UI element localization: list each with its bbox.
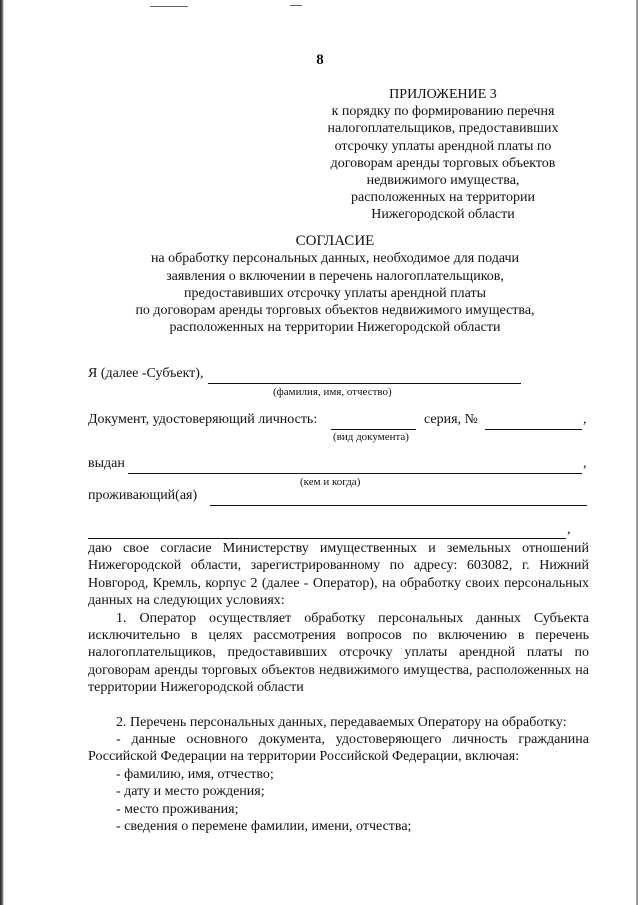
appendix-line: Нижегородской области — [371, 207, 515, 223]
appendix-line: налогоплательщиков, предоставивших — [327, 121, 559, 137]
page-number: 8 — [316, 52, 324, 68]
appendix-line: к порядку по формированию перечня — [331, 104, 555, 120]
comma-mark: , — [583, 456, 587, 471]
consent-intro: даю свое согласие Министерству имущественных и земельных отношений Нижегородской области, зарегистрированному по адресу: 603082, г. Нижний Новгород, Кремль, корпус 2 (далее - Оператор), на обработку своих персональных данных на следующих условиях: — [88, 541, 589, 609]
list-item: - дату и место рождения; — [116, 784, 265, 800]
consent-item-2: 2. Перечень персональных данных, передаваемых Оператору на обработку: — [116, 714, 567, 730]
consent-line: расположенных на территории Нижегородской области — [169, 320, 501, 336]
series-label: серия, № — [424, 412, 478, 427]
residing-address-field[interactable] — [210, 490, 587, 506]
series-number-field[interactable] — [485, 414, 582, 430]
appendix-line: недвижимого имущества, — [366, 173, 520, 189]
appendix-title: ПРИЛОЖЕНИЕ 3 — [389, 87, 497, 102]
comma-mark: , — [567, 522, 571, 537]
subject-label: Я (далее -Субъект), — [88, 366, 204, 381]
consent-heading — [80, 233, 590, 337]
appendix-line: договорам аренды торговых объектов — [330, 155, 556, 171]
appendix-header — [318, 86, 568, 224]
consent-item-2-sub: - данные основного документа, удостоверяющего личность гражданина Российской Федерации на территории Российской Федерации, включая: — [88, 732, 589, 765]
issued-hint: (кем и когда) — [300, 476, 361, 488]
consent-item-1: 1. Оператор осуществляет обработку персональных данных Субъекта исключительно в целях рассмотрения вопросов по включению в перечень налогоплательщиков, предоставивших отсрочку уплаты арендной платы по договорам аренды торговых объектов недвижимого имущества, расположенных на территории Нижегородской области — [88, 610, 589, 696]
document-hint: (вид документа) — [333, 431, 409, 443]
consent-line: по договорам аренды торговых объектов недвижимого имущества, — [135, 303, 535, 319]
consent-title: СОГЛАСИЕ — [295, 233, 375, 249]
appendix-line: расположенных на территории — [351, 190, 535, 206]
subject-hint: (фамилия, имя, отчество) — [273, 386, 392, 398]
document-type-field[interactable] — [331, 414, 416, 430]
subject-name-field[interactable] — [208, 368, 521, 384]
address-continuation-field[interactable] — [88, 523, 566, 539]
consent-line: заявления о включении в перечень налогоплательщиков, — [166, 268, 504, 284]
issued-row — [88, 456, 588, 474]
subject-row — [88, 366, 588, 384]
issued-label: выдан — [88, 456, 125, 471]
list-item: - фамилию, имя, отчество; — [116, 766, 274, 782]
consent-body — [88, 540, 589, 836]
document-row — [88, 412, 588, 430]
residing-row — [88, 488, 588, 506]
document-label: Документ, удостоверяющий личность: — [88, 412, 318, 427]
consent-line: предоставивших отсрочку уплаты арендной платы — [183, 285, 487, 301]
scan-edge-left — [0, 0, 4, 905]
consent-line: на обработку персональных данных, необходимое для подачи — [150, 251, 520, 267]
scan-artifact — [290, 5, 302, 6]
list-item: - место проживания; — [116, 801, 239, 817]
comma-mark: , — [583, 412, 587, 427]
scan-edge-right — [636, 0, 638, 905]
list-item: - сведения о перемене фамилии, имени, отчества; — [116, 819, 412, 835]
address-continuation-row — [88, 521, 588, 539]
appendix-line: отсрочку уплаты арендной платы по — [334, 138, 552, 154]
residing-label: проживающий(ая) — [88, 488, 198, 503]
issued-by-field[interactable] — [128, 458, 582, 474]
scan-artifact — [150, 6, 188, 7]
